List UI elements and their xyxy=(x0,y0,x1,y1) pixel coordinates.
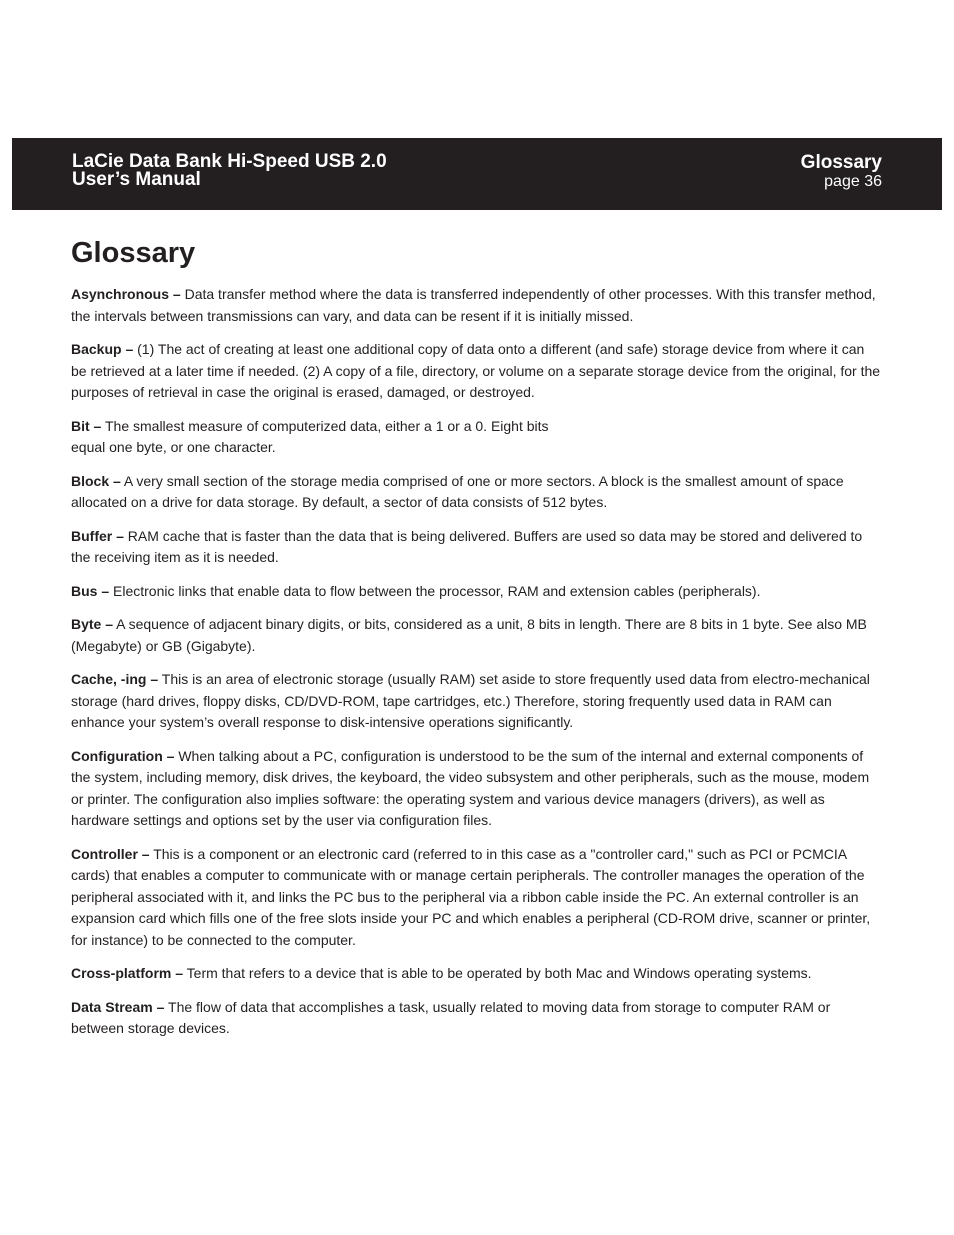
glossary-entry-configuration xyxy=(71,746,883,832)
glossary-definition: When talking about a PC, configuration is understood to be the sum of the internal and external components of the system, including memory, disk drives, the keyboard, the video subsystem and other peripherals, such as the mouse, modem or printer. The configuration also implies software: the operating system and various device managers (drivers), as well as hardware settings and options set by the user via configuration files. xyxy=(71,747,870,828)
page-header xyxy=(12,138,942,210)
glossary-entry-bit xyxy=(71,416,551,459)
glossary-term: Cache, -ing – xyxy=(71,671,159,687)
glossary-definition: Term that refers to a device that is able to be operated by both Mac and Windows operating systems. xyxy=(183,965,812,981)
glossary-entry-backup xyxy=(71,339,883,404)
glossary-definition: Data transfer method where the data is transferred independently of other processes. With this transfer method, the intervals between transmissions can vary, and data can be resent if it is initially missed. xyxy=(71,286,876,324)
glossary-entry-data-stream xyxy=(71,997,883,1040)
glossary-term: Buffer – xyxy=(71,527,124,544)
glossary-term: Configuration – xyxy=(71,747,175,764)
glossary-term: Bit – xyxy=(71,417,102,434)
glossary-definition: This is a component or an electronic card (referred to in this case as a "controller card," such as PCI or PCMCIA cards) that enables a computer to communicate with or manage certain peripherals. The controller manages the operation of the peripheral associated with it, and links the PC bus to the peripheral via a ribbon cable inside the PC. An external controller is an expansion card which fills one of the free slots inside your PC and which enables a peripheral (CD-ROM drive, scanner or printer, for instance) to be connected to the computer. xyxy=(71,845,871,948)
glossary-definition: A very small section of the storage media comprised of one or more sectors. A block is the smallest amount of space allocated on a drive for data storage. By default, a sector of data consists of 512 bytes. xyxy=(71,472,844,510)
section-name: Glossary xyxy=(800,152,882,173)
glossary-term: Asynchronous – xyxy=(71,286,181,302)
document-title xyxy=(72,153,387,189)
glossary-entry-controller xyxy=(71,844,883,952)
section-info xyxy=(801,153,882,190)
page-number: page 36 xyxy=(824,173,882,190)
glossary-definition: This is an area of electronic storage (usually RAM) set aside to store frequently used data from electro-mechanical storage (hard drives, floppy disks, CD/DVD-ROM, tape cartridges, etc.) Therefore, storing frequently used data in RAM can enhance your system’s overall response to disk-intensive operations significantly. xyxy=(71,671,870,730)
glossary-term: Bus – xyxy=(71,582,110,599)
manual-name: User’s Manual xyxy=(72,169,201,190)
glossary-definition: The smallest measure of computerized data, either a 1 or a 0. Eight bits equal one byte, or one character. xyxy=(71,417,549,455)
glossary-term: Cross-platform – xyxy=(71,965,184,981)
glossary-definition: The flow of data that accomplishes a task, usually related to moving data from storage to computer RAM or between storage devices. xyxy=(71,998,831,1036)
glossary-definition: (1) The act of creating at least one additional copy of data onto a different (and safe) storage device from where it can be retrieved at a later time if needed. (2) A copy of a file, directory, or volume on a separate storage device from the original, for the purposes of retrieval in case the original is erased, damaged, or destroyed. xyxy=(71,341,881,400)
glossary-term: Block – xyxy=(71,472,121,489)
glossary-list xyxy=(71,284,883,1052)
glossary-definition: RAM cache that is faster than the data that is being delivered. Buffers are used so data may be stored and delivered to the receiving item as it is needed. xyxy=(71,527,863,565)
glossary-definition: Electronic links that enable data to flow between the processor, RAM and extension cables (peripherals). xyxy=(109,582,761,599)
glossary-term: Backup – xyxy=(71,341,134,357)
glossary-term: Byte – xyxy=(71,616,114,632)
glossary-term: Data Stream – xyxy=(71,998,165,1015)
page-title: Glossary xyxy=(71,237,196,269)
product-name: LaCie Data Bank Hi-Speed USB 2.0 xyxy=(72,151,387,172)
glossary-entry-block xyxy=(71,471,883,514)
glossary-definition: A sequence of adjacent binary digits, or bits, considered as a unit, 8 bits in length. There are 8 bits in 1 byte. See also MB (Megabyte) or GB (Gigabyte). xyxy=(71,616,867,654)
glossary-entry-buffer xyxy=(71,526,883,569)
glossary-entry-cross-platform xyxy=(71,963,883,985)
glossary-entry-byte xyxy=(71,614,883,657)
glossary-entry-bus xyxy=(71,581,883,603)
glossary-entry-cache xyxy=(71,669,883,734)
glossary-entry-asynchronous xyxy=(71,284,883,327)
glossary-term: Controller – xyxy=(71,845,150,862)
